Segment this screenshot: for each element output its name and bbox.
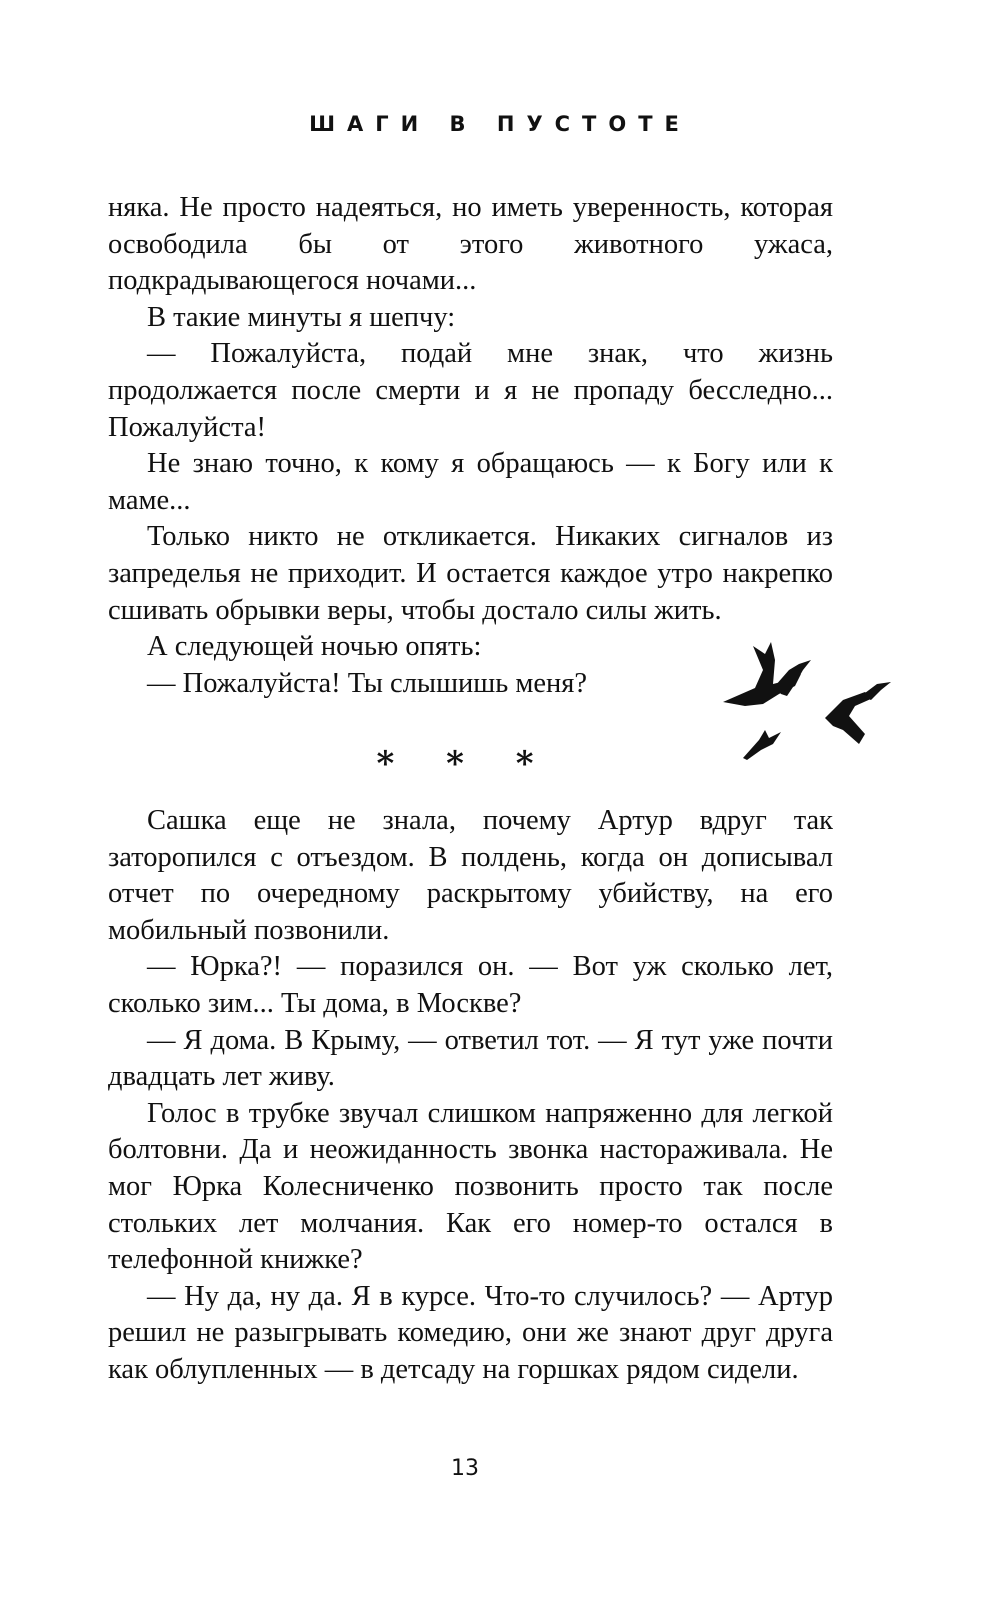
running-title: ШАГИ В ПУСТОТЕ <box>309 112 691 136</box>
paragraph: няка. Не просто надеяться, но иметь уверенность, которая освободила бы от этого животного ужаса, подкрадывающегося ночами... <box>108 192 833 297</box>
bird-icon <box>775 660 811 696</box>
section-separator: * * * <box>376 744 554 784</box>
paragraph: Сашка еще не знала, почему Артур вдруг так заторопился с отъездом. В полдень, когда он дописывал отчет по очередному раскрытому убийству, на его мобильный позвонили. <box>108 805 833 946</box>
paragraph: В такие минуты я шепчу: <box>147 301 456 333</box>
paragraph: — Я дома. В Крыму, — ответил тот. — Я тут уже почти двадцать лет живу. <box>108 1024 833 1093</box>
paragraph: Не знаю точно, к кому я обращаюсь — к Богу или к маме... <box>108 448 833 516</box>
text-block-1 <box>108 190 833 702</box>
text-block-2 <box>108 803 833 1389</box>
bird-icon <box>825 692 873 744</box>
paragraph: А следующей ночью опять: <box>147 631 482 663</box>
paragraph: — Ну да, ну да. Я в курсе. Что-то случилось? — Артур решил не разыгрывать комедию, они же знают друг друга как облупленных — в детсаду на горшках рядом сидели. <box>108 1280 833 1385</box>
paragraph: Только никто не откликается. Никаких сигналов из запределья не приходит. И остается каждое утро накрепко сшивать обрывки веры, чтобы достало силы жить. <box>108 521 833 626</box>
paragraph: — Юрка?! — поразился он. — Вот уж сколько лет, сколько зим... Ты дома, в Москве? <box>108 951 833 1019</box>
bird-icon <box>861 682 891 700</box>
page-number: 13 <box>451 1456 479 1481</box>
paragraph: — Пожалуйста! Ты слышишь меня? <box>147 667 588 699</box>
paragraph: Голос в трубке звучал слишком напряженно для легкой болтовни. Да и неожиданность звонка настораживала. Не мог Юрка Колесниченко позвонить просто так после стольких лет молчания. Как его номер-то остался в телефонной книжке? <box>108 1097 833 1276</box>
paragraph: — Пожалуйста, подай мне знак, что жизнь продолжается после смерти и я не пропаду бесследно... Пожалуйста! <box>108 338 833 443</box>
